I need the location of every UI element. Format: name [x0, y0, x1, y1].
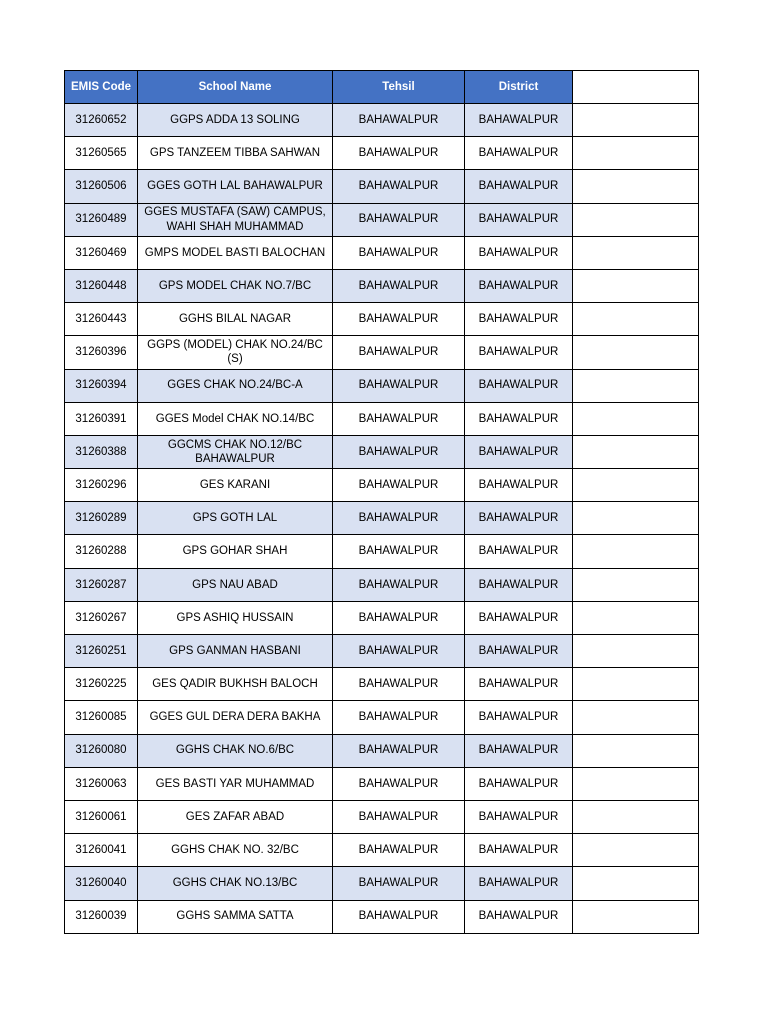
cell-school-name[interactable]: GPS MODEL CHAK NO.7/BC — [138, 269, 333, 302]
cell-district[interactable]: BAHAWALPUR — [465, 104, 573, 137]
cell-tehsil[interactable]: BAHAWALPUR — [333, 568, 465, 601]
cell-tehsil[interactable]: BAHAWALPUR — [333, 867, 465, 900]
cell-school-name[interactable]: GGPS (MODEL) CHAK NO.24/BC (S) — [138, 336, 333, 369]
cell-emis-code[interactable]: 31260080 — [65, 734, 138, 767]
table-row — [65, 435, 699, 468]
table-row — [65, 834, 699, 867]
cell-school-name[interactable]: GES KARANI — [138, 469, 333, 502]
cell-district[interactable]: BAHAWALPUR — [465, 303, 573, 336]
cell-district[interactable]: BAHAWALPUR — [465, 269, 573, 302]
cell-school-name[interactable]: GMPS MODEL BASTI BALOCHAN — [138, 236, 333, 269]
cell-district[interactable]: BAHAWALPUR — [465, 834, 573, 867]
header-tehsil[interactable]: Tehsil — [333, 71, 465, 104]
cell-emis-code[interactable]: 31260396 — [65, 336, 138, 369]
cell-school-name[interactable]: GPS NAU ABAD — [138, 568, 333, 601]
header-district[interactable]: District — [465, 71, 573, 104]
table-row — [65, 502, 699, 535]
cell-district[interactable]: BAHAWALPUR — [465, 137, 573, 170]
cell-emis-code[interactable]: 31260394 — [65, 369, 138, 402]
cell-school-name[interactable]: GPS ASHIQ HUSSAIN — [138, 601, 333, 634]
cell-empty[interactable] — [573, 734, 699, 767]
cell-school-name[interactable]: GGHS SAMMA SATTA — [138, 900, 333, 933]
cell-tehsil[interactable]: BAHAWALPUR — [333, 469, 465, 502]
cell-empty[interactable] — [573, 303, 699, 336]
cell-district[interactable]: BAHAWALPUR — [465, 402, 573, 435]
cell-tehsil[interactable]: BAHAWALPUR — [333, 800, 465, 833]
cell-district[interactable]: BAHAWALPUR — [465, 867, 573, 900]
cell-tehsil[interactable]: BAHAWALPUR — [333, 535, 465, 568]
table-row — [65, 568, 699, 601]
cell-tehsil[interactable]: BAHAWALPUR — [333, 900, 465, 933]
cell-emis-code[interactable]: 31260506 — [65, 170, 138, 203]
cell-school-name[interactable]: GGES Model CHAK NO.14/BC — [138, 402, 333, 435]
cell-district[interactable]: BAHAWALPUR — [465, 668, 573, 701]
cell-empty[interactable] — [573, 336, 699, 369]
cell-emis-code[interactable]: 31260287 — [65, 568, 138, 601]
cell-district[interactable]: BAHAWALPUR — [465, 767, 573, 800]
cell-emis-code[interactable]: 31260391 — [65, 402, 138, 435]
cell-district[interactable]: BAHAWALPUR — [465, 635, 573, 668]
cell-district[interactable]: BAHAWALPUR — [465, 170, 573, 203]
cell-empty[interactable] — [573, 170, 699, 203]
cell-school-name[interactable]: GPS GANMAN HASBANI — [138, 635, 333, 668]
table-row — [65, 104, 699, 137]
cell-tehsil[interactable]: BAHAWALPUR — [333, 369, 465, 402]
cell-emis-code[interactable]: 31260039 — [65, 900, 138, 933]
school-table — [64, 70, 699, 934]
cell-tehsil[interactable]: BAHAWALPUR — [333, 668, 465, 701]
cell-school-name[interactable]: GPS GOHAR SHAH — [138, 535, 333, 568]
cell-school-name[interactable]: GPS GOTH LAL — [138, 502, 333, 535]
cell-tehsil[interactable]: BAHAWALPUR — [333, 137, 465, 170]
header-row — [65, 71, 699, 104]
cell-empty[interactable] — [573, 767, 699, 800]
cell-emis-code[interactable]: 31260267 — [65, 601, 138, 634]
header-school-name[interactable]: School Name — [138, 71, 333, 104]
table-row — [65, 601, 699, 634]
cell-district[interactable]: BAHAWALPUR — [465, 336, 573, 369]
cell-school-name[interactable]: GGES GUL DERA DERA BAKHA — [138, 701, 333, 734]
cell-empty[interactable] — [573, 635, 699, 668]
cell-emis-code[interactable]: 31260296 — [65, 469, 138, 502]
table-body — [65, 104, 699, 934]
cell-school-name[interactable]: GGPS ADDA 13 SOLING — [138, 104, 333, 137]
cell-tehsil[interactable]: BAHAWALPUR — [333, 734, 465, 767]
cell-school-name[interactable]: GGHS CHAK NO.6/BC — [138, 734, 333, 767]
cell-district[interactable]: BAHAWALPUR — [465, 800, 573, 833]
cell-school-name[interactable]: GGHS CHAK NO.13/BC — [138, 867, 333, 900]
table-row — [65, 701, 699, 734]
cell-emis-code[interactable]: 31260469 — [65, 236, 138, 269]
cell-emis-code[interactable]: 31260225 — [65, 668, 138, 701]
cell-school-name[interactable]: GGES MUSTAFA (SAW) CAMPUS, WAHI SHAH MUHAMMAD — [138, 203, 333, 236]
table-row — [65, 734, 699, 767]
cell-empty[interactable] — [573, 469, 699, 502]
cell-empty[interactable] — [573, 435, 699, 468]
cell-district[interactable]: BAHAWALPUR — [465, 601, 573, 634]
cell-emis-code[interactable]: 31260489 — [65, 203, 138, 236]
cell-tehsil[interactable]: BAHAWALPUR — [333, 203, 465, 236]
table-row — [65, 369, 699, 402]
table-row — [65, 767, 699, 800]
header-emis-code[interactable]: EMIS Code — [65, 71, 138, 104]
cell-emis-code[interactable]: 31260063 — [65, 767, 138, 800]
cell-emis-code[interactable]: 31260448 — [65, 269, 138, 302]
table-row — [65, 535, 699, 568]
cell-district[interactable]: BAHAWALPUR — [465, 701, 573, 734]
cell-empty[interactable] — [573, 568, 699, 601]
cell-emis-code[interactable]: 31260388 — [65, 435, 138, 468]
cell-emis-code[interactable]: 31260652 — [65, 104, 138, 137]
table-row — [65, 303, 699, 336]
cell-empty[interactable] — [573, 900, 699, 933]
cell-tehsil[interactable]: BAHAWALPUR — [333, 834, 465, 867]
cell-tehsil[interactable]: BAHAWALPUR — [333, 170, 465, 203]
table-row — [65, 236, 699, 269]
cell-empty[interactable] — [573, 402, 699, 435]
cell-empty[interactable] — [573, 137, 699, 170]
cell-emis-code[interactable]: 31260289 — [65, 502, 138, 535]
cell-empty[interactable] — [573, 800, 699, 833]
cell-empty[interactable] — [573, 203, 699, 236]
cell-empty[interactable] — [573, 867, 699, 900]
table-row — [65, 269, 699, 302]
cell-district[interactable]: BAHAWALPUR — [465, 568, 573, 601]
table-row — [65, 867, 699, 900]
cell-school-name[interactable]: GGES CHAK NO.24/BC-A — [138, 369, 333, 402]
cell-tehsil[interactable]: BAHAWALPUR — [333, 303, 465, 336]
table-row — [65, 469, 699, 502]
table-row — [65, 668, 699, 701]
cell-emis-code[interactable]: 31260565 — [65, 137, 138, 170]
header-empty-column[interactable] — [573, 71, 699, 104]
cell-tehsil[interactable]: BAHAWALPUR — [333, 402, 465, 435]
cell-empty[interactable] — [573, 535, 699, 568]
cell-school-name[interactable]: GGCMS CHAK NO.12/BC BAHAWALPUR — [138, 435, 333, 468]
cell-emis-code[interactable]: 31260061 — [65, 800, 138, 833]
table-row — [65, 137, 699, 170]
cell-district[interactable]: BAHAWALPUR — [465, 535, 573, 568]
cell-district[interactable]: BAHAWALPUR — [465, 734, 573, 767]
cell-emis-code[interactable]: 31260040 — [65, 867, 138, 900]
cell-district[interactable]: BAHAWALPUR — [465, 900, 573, 933]
cell-school-name[interactable]: GGHS BILAL NAGAR — [138, 303, 333, 336]
cell-tehsil[interactable]: BAHAWALPUR — [333, 104, 465, 137]
cell-tehsil[interactable]: BAHAWALPUR — [333, 269, 465, 302]
table-row — [65, 170, 699, 203]
cell-district[interactable]: BAHAWALPUR — [465, 236, 573, 269]
cell-school-name[interactable]: GES QADIR BUKHSH BALOCH — [138, 668, 333, 701]
table-row — [65, 635, 699, 668]
cell-tehsil[interactable]: BAHAWALPUR — [333, 236, 465, 269]
cell-empty[interactable] — [573, 369, 699, 402]
table-row — [65, 402, 699, 435]
cell-school-name[interactable]: GPS TANZEEM TIBBA SAHWAN — [138, 137, 333, 170]
table-header — [65, 71, 699, 104]
cell-district[interactable]: BAHAWALPUR — [465, 369, 573, 402]
cell-school-name[interactable]: GES BASTI YAR MUHAMMAD — [138, 767, 333, 800]
table-row — [65, 336, 699, 369]
cell-empty[interactable] — [573, 104, 699, 137]
cell-school-name[interactable]: GGES GOTH LAL BAHAWALPUR — [138, 170, 333, 203]
cell-empty[interactable] — [573, 668, 699, 701]
cell-emis-code[interactable]: 31260041 — [65, 834, 138, 867]
cell-emis-code[interactable]: 31260251 — [65, 635, 138, 668]
cell-district[interactable]: BAHAWALPUR — [465, 203, 573, 236]
cell-empty[interactable] — [573, 601, 699, 634]
cell-empty[interactable] — [573, 236, 699, 269]
cell-empty[interactable] — [573, 269, 699, 302]
cell-school-name[interactable]: GES ZAFAR ABAD — [138, 800, 333, 833]
cell-tehsil[interactable]: BAHAWALPUR — [333, 701, 465, 734]
spreadsheet-sheet — [64, 70, 698, 934]
cell-empty[interactable] — [573, 701, 699, 734]
cell-tehsil[interactable]: BAHAWALPUR — [333, 601, 465, 634]
cell-tehsil[interactable]: BAHAWALPUR — [333, 767, 465, 800]
cell-tehsil[interactable]: BAHAWALPUR — [333, 435, 465, 468]
cell-emis-code[interactable]: 31260443 — [65, 303, 138, 336]
cell-emis-code[interactable]: 31260288 — [65, 535, 138, 568]
cell-district[interactable]: BAHAWALPUR — [465, 435, 573, 468]
cell-district[interactable]: BAHAWALPUR — [465, 502, 573, 535]
cell-empty[interactable] — [573, 502, 699, 535]
cell-tehsil[interactable]: BAHAWALPUR — [333, 635, 465, 668]
cell-tehsil[interactable]: BAHAWALPUR — [333, 336, 465, 369]
cell-emis-code[interactable]: 31260085 — [65, 701, 138, 734]
table-row — [65, 800, 699, 833]
cell-district[interactable]: BAHAWALPUR — [465, 469, 573, 502]
table-row — [65, 203, 699, 236]
cell-school-name[interactable]: GGHS CHAK NO. 32/BC — [138, 834, 333, 867]
cell-tehsil[interactable]: BAHAWALPUR — [333, 502, 465, 535]
table-row — [65, 900, 699, 933]
cell-empty[interactable] — [573, 834, 699, 867]
